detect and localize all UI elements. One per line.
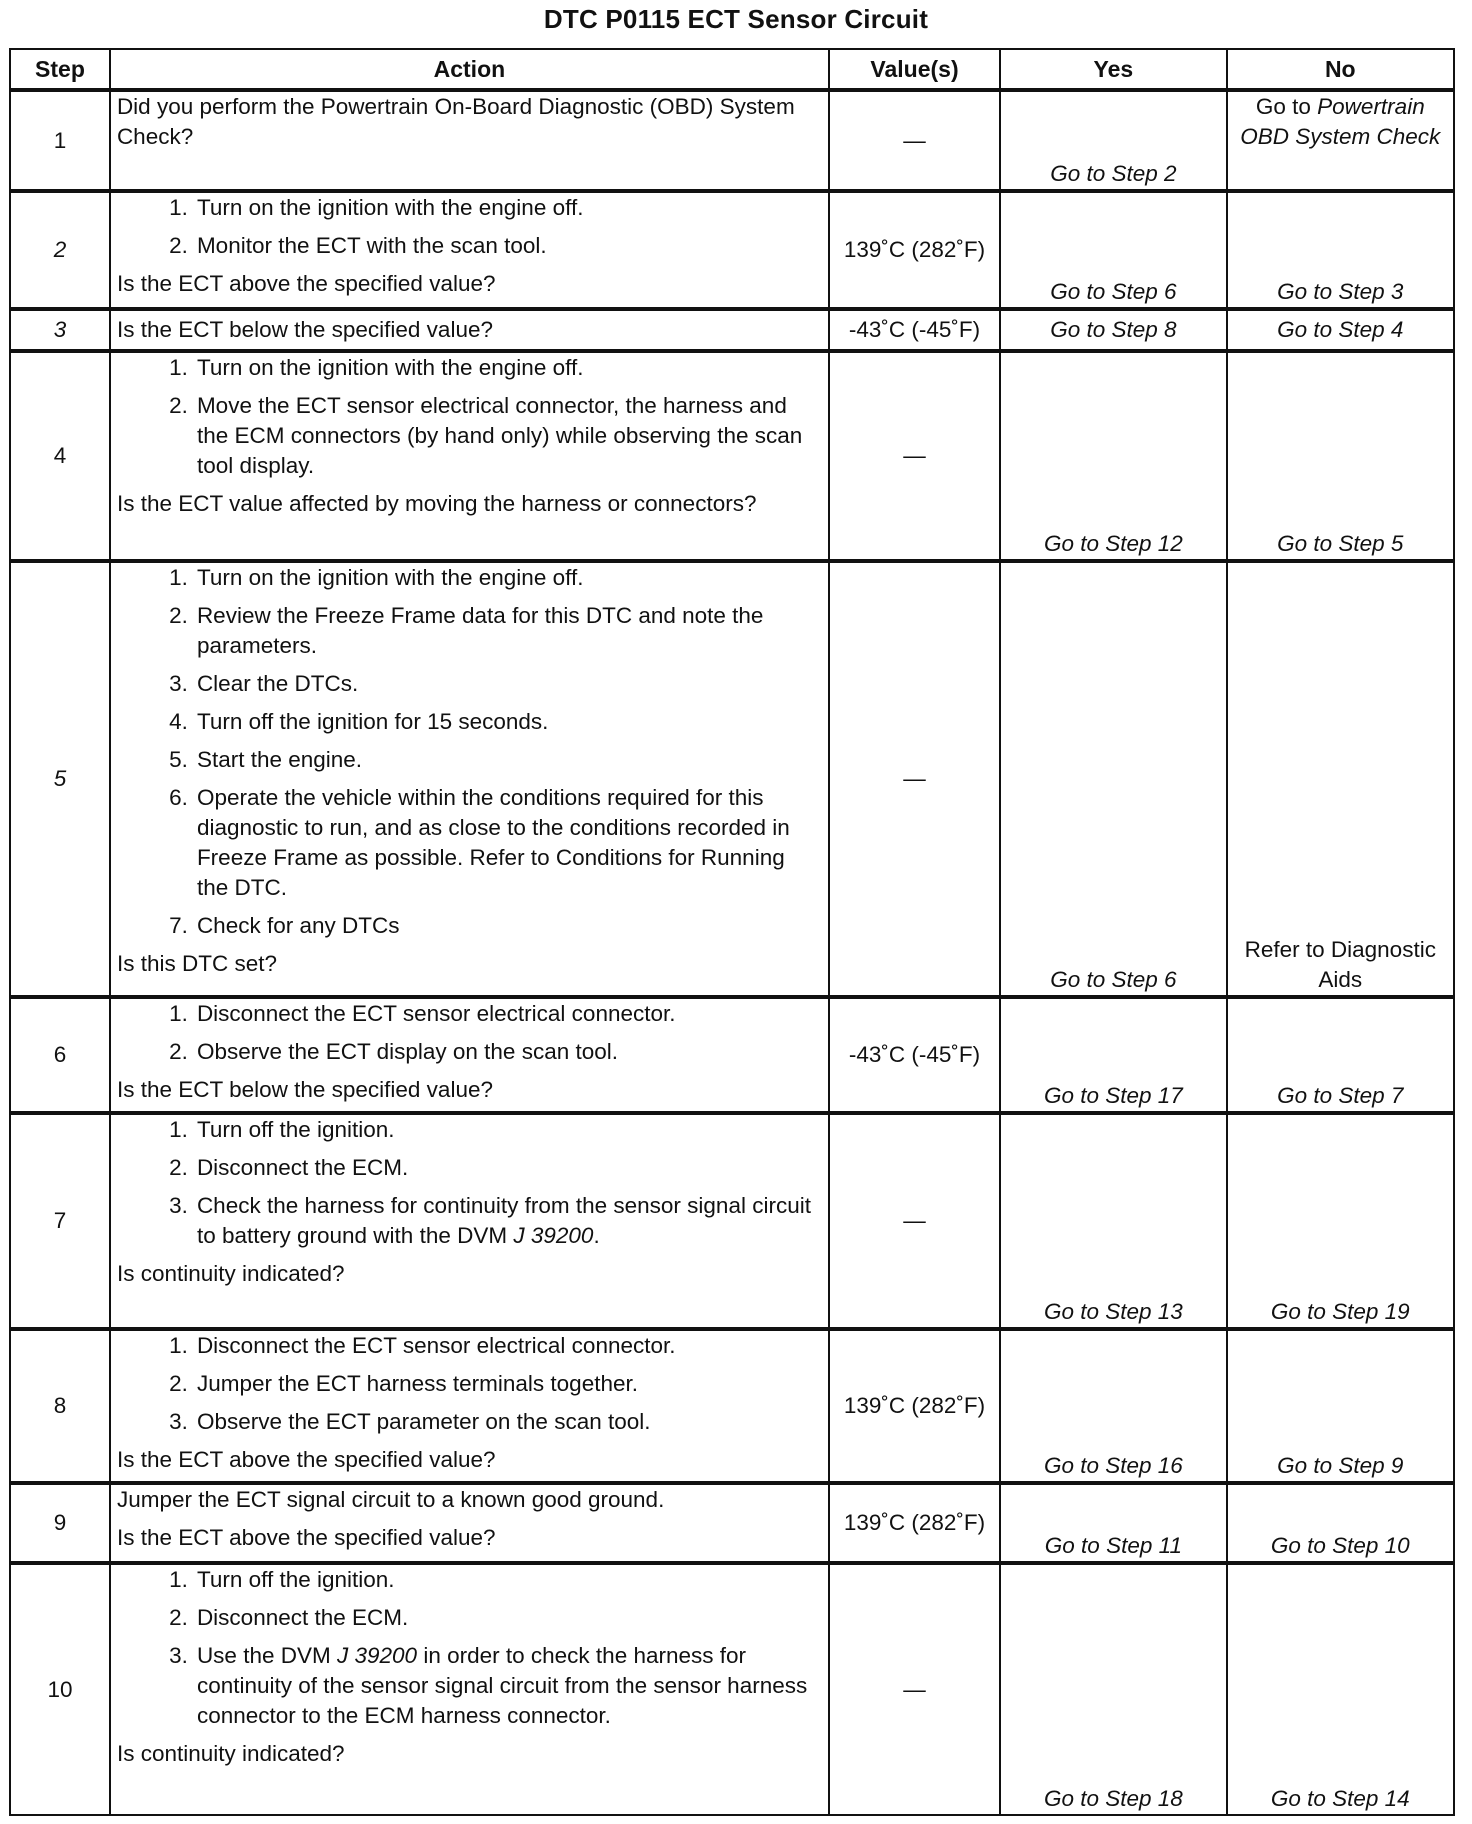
- no-cell: Go to Step 3: [1227, 191, 1454, 309]
- list-item: 2. Move the ECT sensor electrical connector, the harness and the ECM connectors (by hand only) while observing the scan tool display.: [169, 393, 803, 478]
- step-number: 8: [10, 1329, 110, 1483]
- step-number: 6: [10, 997, 110, 1113]
- yes-cell: Go to Step 12: [1000, 351, 1226, 561]
- action-cell: [110, 309, 829, 351]
- table-row: [10, 997, 1454, 1113]
- table-row: [10, 1563, 1454, 1815]
- list-item: 6. Operate the vehicle within the conditions required for this diagnostic to run, and as close to the conditions recorded in Freeze Frame as possible. Refer to Conditions for Running the DTC.: [169, 785, 790, 900]
- no-cell: Go to Step 9: [1227, 1329, 1454, 1483]
- no-cell: Go to Step 19: [1227, 1113, 1454, 1329]
- yes-cell: Go to Step 8: [1000, 309, 1226, 351]
- yes-cell: Go to Step 2: [1000, 90, 1226, 191]
- action-cell: [110, 1329, 829, 1483]
- action-question: Is continuity indicated?: [116, 1741, 345, 1766]
- list-item: 2. Monitor the ECT with the scan tool.: [169, 233, 547, 258]
- yes-cell: Go to Step 6: [1000, 561, 1226, 997]
- value-cell: —: [829, 90, 1000, 191]
- list-item: 1. Turn on the ignition with the engine off.: [169, 565, 584, 590]
- action-question: Is the ECT above the specified value?: [116, 271, 496, 296]
- action-cell: [110, 997, 829, 1113]
- list-item: 2. Jumper the ECT harness terminals together.: [169, 1371, 638, 1396]
- value-cell: 139˚C (282˚F): [829, 1329, 1000, 1483]
- list-item: 2. Disconnect the ECM.: [169, 1605, 409, 1630]
- table-row: [10, 1113, 1454, 1329]
- value-cell: —: [829, 561, 1000, 997]
- list-item: 3. Use the DVM J 39200 in order to check the harness for continuity of the sensor signal circuit from the sensor harness connector to the ECM harness connector.: [169, 1643, 808, 1728]
- table-row: [10, 351, 1454, 561]
- no-cell: [1227, 90, 1454, 191]
- col-step: Step: [10, 49, 110, 90]
- list-item: 1. Turn off the ignition.: [169, 1567, 395, 1592]
- list-item: 2. Disconnect the ECM.: [169, 1155, 409, 1180]
- table-row: [10, 561, 1454, 997]
- page-title: DTC P0115 ECT Sensor Circuit: [543, 4, 929, 34]
- action-cell: [110, 1483, 829, 1563]
- list-item: 3. Observe the ECT parameter on the scan tool.: [169, 1409, 651, 1434]
- list-item: 1. Turn off the ignition.: [169, 1117, 395, 1142]
- yes-cell: Go to Step 13: [1000, 1113, 1226, 1329]
- action-question: Is this DTC set?: [116, 951, 277, 976]
- table-row: [10, 1483, 1454, 1563]
- value-cell: —: [829, 1563, 1000, 1815]
- no-prefix: Go to: [1255, 94, 1311, 119]
- action-instruction: Jumper the ECT signal circuit to a known good ground.: [116, 1487, 665, 1512]
- list-item: 3. Clear the DTCs.: [169, 671, 359, 696]
- value-cell: -43˚C (-45˚F): [829, 309, 1000, 351]
- no-cell: Go to Step 5: [1227, 351, 1454, 561]
- step-number: 10: [10, 1563, 110, 1815]
- action-question: Is the ECT below the specified value?: [116, 1077, 493, 1102]
- action-question: Is the ECT value affected by moving the harness or connectors?: [116, 491, 757, 516]
- table-row: [10, 90, 1454, 191]
- header-row: [10, 49, 1454, 90]
- no-cell: Go to Step 14: [1227, 1563, 1454, 1815]
- list-item: 1. Disconnect the ECT sensor electrical connector.: [169, 1333, 676, 1358]
- step-number: 4: [10, 351, 110, 561]
- step-number: 1: [10, 90, 110, 191]
- col-no: No: [1227, 49, 1454, 90]
- action-question: Is continuity indicated?: [116, 1261, 345, 1286]
- action-question: Is the ECT above the specified value?: [116, 1447, 496, 1472]
- step-number: 9: [10, 1483, 110, 1563]
- yes-cell: Go to Step 11: [1000, 1483, 1226, 1563]
- no-cell: Go to Step 4: [1227, 309, 1454, 351]
- list-item: 1. Turn on the ignition with the engine off.: [169, 195, 584, 220]
- step-number: 7: [10, 1113, 110, 1329]
- list-item: 7. Check for any DTCs: [169, 913, 400, 938]
- list-item: 5. Start the engine.: [169, 747, 363, 772]
- table-row: [10, 1329, 1454, 1483]
- step-number: 5: [10, 561, 110, 997]
- action-question: Is the ECT below the specified value?: [116, 317, 493, 342]
- list-item: 4. Turn off the ignition for 15 seconds.: [169, 709, 549, 734]
- yes-cell: Go to Step 16: [1000, 1329, 1226, 1483]
- action-cell: [110, 1113, 829, 1329]
- no-cell: [1227, 561, 1454, 997]
- no-reference: Refer to Diagnostic Aids: [1244, 937, 1436, 992]
- action-cell: [110, 1563, 829, 1815]
- yes-cell: Go to Step 6: [1000, 191, 1226, 309]
- list-item: 2. Observe the ECT display on the scan tool.: [169, 1039, 618, 1064]
- tool-reference: J 39200: [513, 1223, 594, 1248]
- col-action: Action: [110, 49, 829, 90]
- value-cell: —: [829, 351, 1000, 561]
- diagnostic-table: [9, 48, 1455, 1816]
- value-cell: -43˚C (-45˚F): [829, 997, 1000, 1113]
- value-cell: 139˚C (282˚F): [829, 1483, 1000, 1563]
- value-cell: —: [829, 1113, 1000, 1329]
- action-cell: [110, 351, 829, 561]
- action-cell: [110, 561, 829, 997]
- no-reference: Powertrain OBD System Check: [1240, 94, 1441, 149]
- list-item: 1. Turn on the ignition with the engine off.: [169, 355, 584, 380]
- tool-reference: J 39200: [337, 1643, 418, 1668]
- step-number: 3: [10, 309, 110, 351]
- yes-cell: Go to Step 18: [1000, 1563, 1226, 1815]
- no-cell: Go to Step 7: [1227, 997, 1454, 1113]
- col-yes: Yes: [1000, 49, 1226, 90]
- col-values: Value(s): [829, 49, 1000, 90]
- action-question: Did you perform the Powertrain On-Board Diagnostic (OBD) System Check?: [116, 94, 795, 149]
- step-number: 2: [10, 191, 110, 309]
- action-cell: [110, 90, 829, 191]
- table-row: [10, 191, 1454, 309]
- action-cell: [110, 191, 829, 309]
- list-item: 3. Check the harness for continuity from the sensor signal circuit to battery ground with the DVM J 39200.: [169, 1193, 811, 1248]
- no-cell: Go to Step 10: [1227, 1483, 1454, 1563]
- yes-cell: Go to Step 17: [1000, 997, 1226, 1113]
- value-cell: 139˚C (282˚F): [829, 191, 1000, 309]
- action-question: Is the ECT above the specified value?: [116, 1525, 496, 1550]
- list-item: 2. Review the Freeze Frame data for this DTC and note the parameters.: [169, 603, 764, 658]
- table-row: [10, 309, 1454, 351]
- list-item: 1. Disconnect the ECT sensor electrical connector.: [169, 1001, 676, 1026]
